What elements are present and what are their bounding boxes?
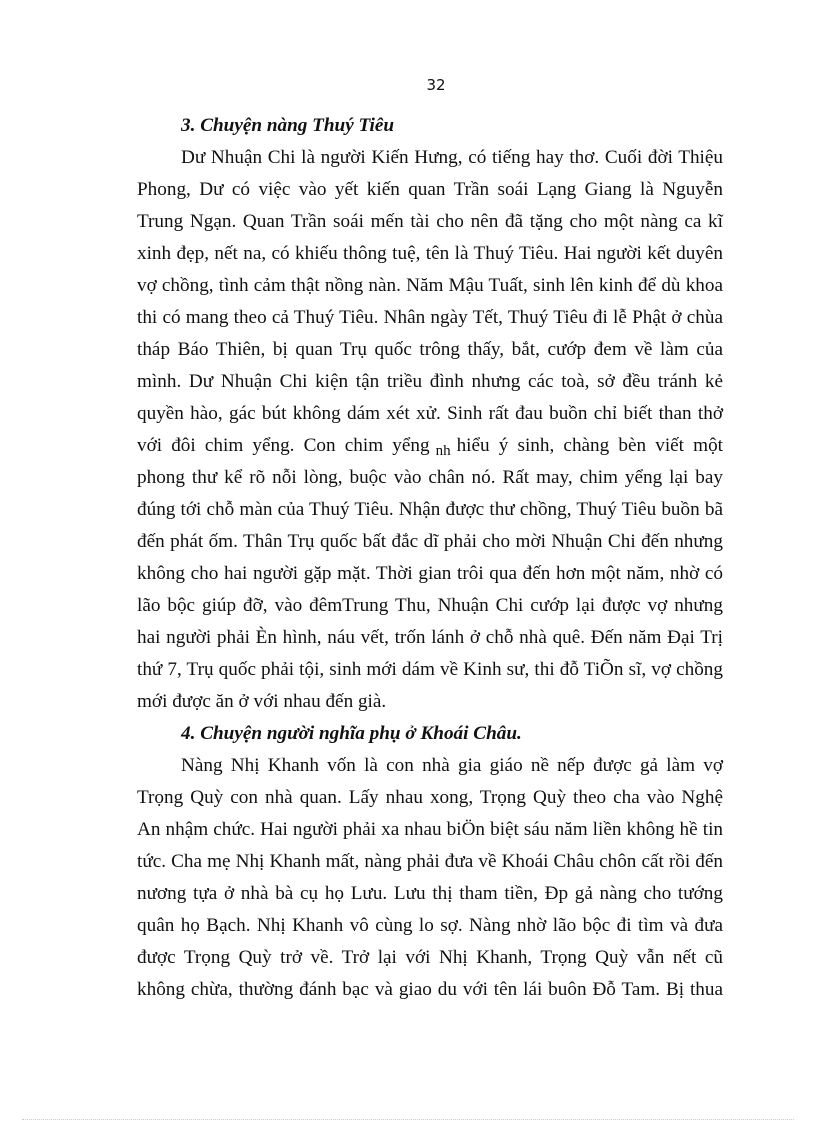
paragraph-line: phong thư kể rõ nỗi lòng, buộc vào chân nó. Rất may, chim yểng lại bay <box>137 467 723 488</box>
paragraph-line: Nàng Nhị Khanh vốn là con nhà gia giáo nề nếp được gả làm vợ <box>181 755 723 776</box>
paragraph-line: nương tựa ở nhà bà cụ họ Lưu. Lưu thị tham tiền, Ðp gả nàng cho tướng <box>137 883 723 904</box>
paragraph-line: xinh đẹp, nết na, có khiếu thông tuệ, tên là Thuý Tiêu. Hai người kết duyên <box>137 243 723 264</box>
paragraph-line: Trung Ngạn. Quan Trần soái mến tài cho nên đã tặng cho một nàng ca kĩ <box>137 211 723 232</box>
page-bottom-divider <box>22 1119 794 1120</box>
stray-subscript-text: nh <box>435 443 451 459</box>
line-text: với đôi chim yểng. Con chim yểng <box>137 435 430 456</box>
paragraph-line: hai người phải Èn hình, náu vết, trốn lánh ở chỗ nhà quê. Đến năm Đại Trị <box>137 627 723 648</box>
section-3-heading: 3. Chuyện nàng Thuý Tiêu <box>181 115 395 136</box>
line-text: hiểu ý sinh, chàng bèn viết một <box>456 435 723 456</box>
paragraph-line: Trọng Quỳ con nhà quan. Lấy nhau xong, Trọng Quỳ theo cha vào Nghệ <box>137 787 723 808</box>
paragraph-line: đúng tới chỗ màn của Thuý Tiêu. Nhận được thư chồng, Thuý Tiêu buồn bã <box>137 499 723 520</box>
paragraph-line: đến phát ốm. Thân Trụ quốc bất đắc dĩ phải cho mời Nhuận Chi đến nhưng <box>137 531 723 552</box>
paragraph-line: mình. Dư Nhuận Chi kiện tận triều đình nhưng các toà, sở đều tránh kẻ <box>137 371 723 392</box>
paragraph-line: lão bộc giúp đỡ, vào đêmTrung Thu, Nhuận Chi cướp lại được vợ nhưng <box>137 595 723 616</box>
paragraph-line: Dư Nhuận Chi là người Kiến Hưng, có tiếng hay thơ. Cuối đời Thiệu <box>181 147 723 168</box>
paragraph-line: được Trọng Quỳ trở về. Trở lại với Nhị Khanh, Trọng Quỳ vẫn nết cũ <box>137 947 723 968</box>
section-4-heading: 4. Chuyện người nghĩa phụ ở Khoái Châu. <box>181 723 522 744</box>
paragraph-line: mới được ăn ở với nhau đến già. <box>137 691 387 712</box>
paragraph-line: Phong, Dư có việc vào yết kiến quan Trần soái Lạng Giang là Nguyễn <box>137 179 723 200</box>
paragraph-line: tức. Cha mẹ Nhị Khanh mất, nàng phải đưa về Khoái Châu chôn cất rồi đến <box>137 851 723 872</box>
paragraph-line: thi có mang theo cả Thuý Tiêu. Nhân ngày Tết, Thuý Tiêu đi lễ Phật ở chùa <box>137 307 723 328</box>
paragraph-line: quân họ Bạch. Nhị Khanh vô cùng lo sợ. Nàng nhờ lão bộc đi tìm và đưa <box>137 915 723 936</box>
paragraph-line <box>137 430 723 462</box>
paragraph-line: An nhậm chức. Hai người phải xa nhau biÖn biệt sáu năm liền không hề tin <box>137 819 723 840</box>
paragraph-line: tháp Báo Thiên, bị quan Trụ quốc trông thấy, bắt, cướp đem về làm của <box>137 339 723 360</box>
paragraph-line: quyền hào, gác bút không dám xét xử. Sinh rất đau buồn chỉ biết than thở <box>137 403 723 424</box>
page-body <box>137 110 723 1006</box>
page-number: 32 <box>426 76 446 94</box>
paragraph-line: thứ 7, Trụ quốc phải tội, sinh mới dám về Kinh sư, thi đỗ TiÕn sĩ, vợ chồng <box>137 659 723 680</box>
paragraph-line: không chừa, thường đánh bạc và giao du với tên lái buôn Đỗ Tam. Bị thua <box>137 979 723 1000</box>
paragraph-line: không cho hai người gặp mặt. Thời gian trôi qua đến hơn một năm, nhờ có <box>137 563 723 584</box>
paragraph-line: vợ chồng, tình cảm thật nồng nàn. Năm Mậu Tuất, sinh lên kinh để dù khoa <box>137 275 723 296</box>
